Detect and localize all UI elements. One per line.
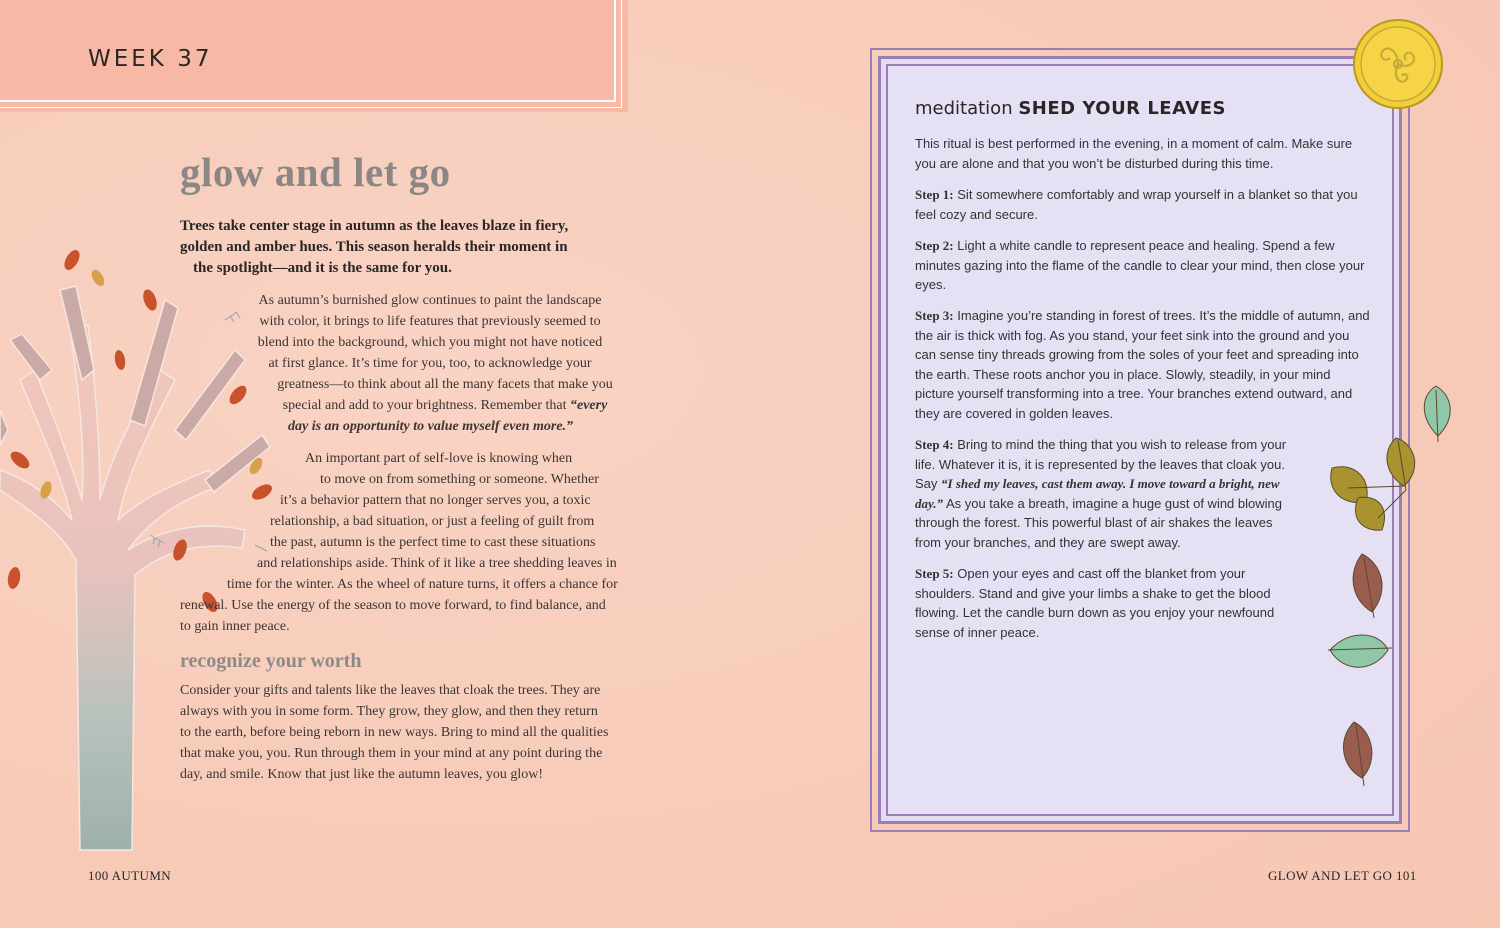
text-line: to the earth, before being reborn in new ways. Bring to mind all the qualities <box>180 725 609 740</box>
step-quote: “I shed my leaves, cast them away. I move toward a bright, new day.” <box>915 476 1280 511</box>
step-text: Open your eyes and cast off the blanket from your shoulders. Stand and give your limbs a shake to get the blood flowing. Let the candle burn down as you enjoy your newfound sense of inner peace. <box>915 566 1275 640</box>
text-line: at first glance. It’s time for you, too, to acknowledge your <box>268 356 592 371</box>
step-text: Imagine you’re standing in forest of trees. It’s the middle of autumn, and the air is thick with fog. As you stand, your feet sink into the ground and you can sense tiny threads growing from the soles of your feet and spreading into the earth. These roots anchor you in place. Slowly, steadily, in your mind picture yourself transforming into a tree. Your branches extend outward, and they are covered in golden leaves. <box>915 308 1370 421</box>
meditation-step-2 <box>915 236 1370 295</box>
intro-line: Trees take center stage in autumn as the leaves blaze in fiery, <box>180 218 569 234</box>
heading-light: meditation <box>915 98 1013 119</box>
triskele-emblem-icon <box>1352 18 1444 110</box>
step-label: Step 2: <box>915 238 954 253</box>
body-paragraph-2 <box>180 448 630 637</box>
text-line: An important part of self-love is knowing when <box>305 451 573 466</box>
text-line: and relationships aside. Think of it like a tree shedding leaves in <box>257 556 617 571</box>
page-folio-left: 100 AUTUMN <box>88 868 172 883</box>
text-line: it’s a behavior pattern that no longer serves you, a toxic <box>280 493 591 508</box>
body-paragraph-1 <box>240 290 620 437</box>
step-label: Step 4: <box>915 437 954 452</box>
intro-paragraph <box>180 216 600 279</box>
quote-span: “every <box>570 398 608 413</box>
section-subheading: recognize your worth <box>180 650 362 672</box>
heading-strong: SHED YOUR LEAVES <box>1018 98 1226 119</box>
text-line: relationship, a bad situation, or just a feeling of guilt from <box>270 514 595 529</box>
text-line: day is an opportunity to value myself even more.” <box>288 419 574 434</box>
step-label: Step 5: <box>915 566 954 581</box>
step-label: Step 1: <box>915 187 954 202</box>
text-line: with color, it brings to life features that previously seemed to <box>259 314 601 329</box>
text-line: to move on from something or someone. Whether <box>320 472 599 487</box>
text-line: renewal. Use the energy of the season to move forward, to find balance, and <box>180 598 606 613</box>
week-label: WEEK 37 <box>88 46 213 72</box>
meditation-step-4 <box>915 435 1300 552</box>
week-banner <box>0 0 628 112</box>
page-folio-right: GLOW AND LET GO 101 <box>1268 868 1417 883</box>
text-line: day, and smile. Know that just like the autumn leaves, you glow! <box>180 767 544 782</box>
text-line: greatness—to think about all the many facets that make you <box>277 377 613 392</box>
text-line: As autumn’s burnished glow continues to paint the landscape <box>258 293 602 308</box>
falling-leaves-illustration <box>1318 378 1458 798</box>
page-title: glow and let go <box>180 149 451 195</box>
text-line: that make you, you. Run through them in your mind at any point during the <box>180 746 603 761</box>
step-text: As you take a breath, imagine a huge gust of wind blowing through the forest. This powerful blast of air shakes the leaves from your branches, and they are swept away. <box>915 495 1282 550</box>
text-line: time for the winter. As the wheel of nature turns, it offers a chance for <box>227 577 618 592</box>
text-line: always with you in some form. They grow, they glow, and then they return <box>180 704 598 719</box>
body-paragraph-3 <box>180 680 630 785</box>
text-line: blend into the background, which you might not have noticed <box>257 335 603 350</box>
text-span: special and add to your brightness. Remember that <box>282 398 570 413</box>
meditation-step-5 <box>915 564 1300 642</box>
intro-line: the spotlight—and it is the same for you. <box>193 260 452 276</box>
step-label: Step 3: <box>915 308 954 323</box>
meditation-intro: This ritual is best performed in the evening, in a moment of calm. Make sure you are alone and that you won’t be disturbed during this time. <box>915 136 1353 171</box>
text-line: to gain inner peace. <box>180 619 290 634</box>
step-text: Light a white candle to represent peace and healing. Spend a few minutes gazing into the flame of the candle to clear your mind, then close your eyes. <box>915 238 1365 292</box>
step-text: Bring to mind the thing that you wish to release from your life. Whatever it is, it is represented by the leaves that cloak you. Say <box>915 437 1287 491</box>
step-text: Sit somewhere comfortably and wrap yourself in a blanket so that you feel cozy and secure. <box>915 187 1358 222</box>
meditation-step-1 <box>915 185 1370 224</box>
intro-line: golden and amber hues. This season heralds their moment in <box>180 239 568 255</box>
text-line: Consider your gifts and talents like the leaves that cloak the trees. They are <box>180 683 601 698</box>
meditation-heading <box>915 98 1226 119</box>
text-line: the past, autumn is the perfect time to cast these situations <box>270 535 596 550</box>
meditation-step-3 <box>915 306 1370 423</box>
text-line <box>240 395 620 416</box>
